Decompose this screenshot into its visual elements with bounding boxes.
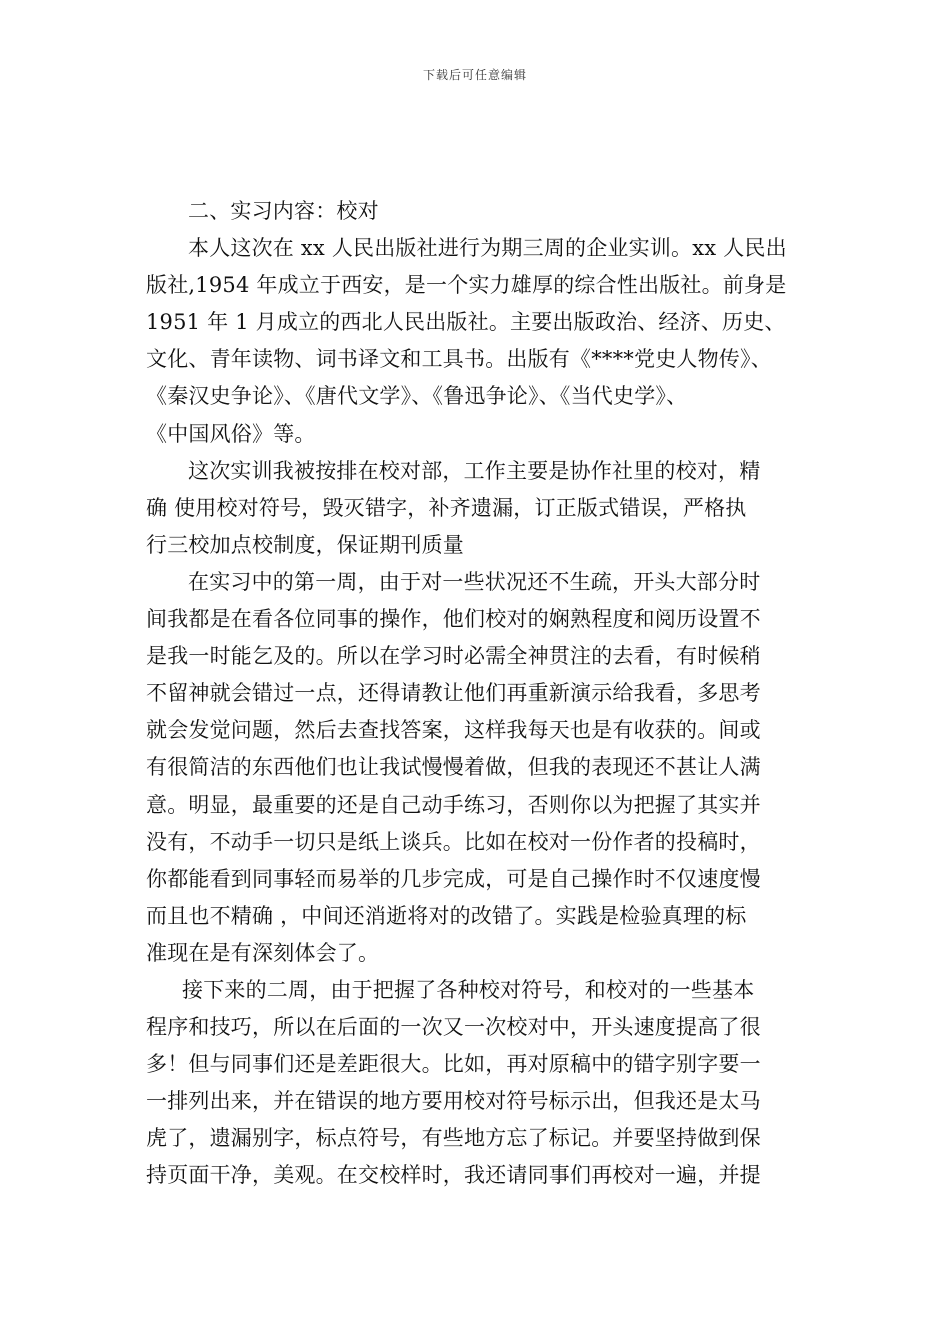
paragraph-line: 准现在是有深刻体会了。 — [146, 940, 380, 965]
paragraph-line: 间我都是在看各位同事的操作，他们校对的娴熟程度和阅历设置不 — [146, 607, 761, 632]
paragraph-line: 确 使用校对符号，毁灭错字，补齐遗漏，订正版式错误，严格执 — [146, 495, 747, 520]
paragraph-line: 《中国风俗》等。 — [146, 421, 316, 446]
paragraph-line: 你都能看到同事轻而易举的几步完成，可是自己操作时不仅速度慢 — [146, 866, 761, 891]
paragraph-line: 行三校加点校制度，保证期刊质量 — [146, 532, 464, 557]
paragraph-line: 接下来的二周，由于把握了各种校对符号，和校对的一些基本 — [182, 977, 755, 1002]
paragraph-line: 《秦汉史争论》、《唐代文学》、《鲁迅争论》、《当代史学》、 — [146, 384, 688, 409]
paragraph-line: 本人这次在 xx 人民出版社进行为期三周的企业实训。xx 人民出 — [188, 236, 787, 261]
paragraph-line: 没有，不动手一切只是纸上谈兵。比如在校对一份作者的投稿时， — [146, 829, 761, 854]
header-note: 下载后可任意编辑 — [422, 68, 527, 82]
paragraph-line: 版社,1954 年成立于西安，是一个实力雄厚的综合性出版社。前身是 — [146, 273, 787, 298]
paragraph-line: 有很简洁的东西他们也让我试慢慢着做，但我的表现还不甚让人满 — [146, 755, 761, 780]
paragraph-line: 不留神就会错过一点，还得请教让他们再重新演示给我看，多思考 — [146, 681, 761, 706]
body-text — [146, 193, 810, 1195]
paragraph-line: 持页面干净，美观。在交校样时，我还请同事们再校对一遍，并提 — [146, 1163, 761, 1188]
paragraph-line: 这次实训我被按排在校对部，工作主要是协作社里的校对，精 — [188, 458, 761, 483]
paragraph-line: 虎了，遗漏别字，标点符号，有些地方忘了标记。并要坚持做到保 — [146, 1126, 761, 1151]
paragraph-line: 在实习中的第一周，由于对一些状况还不生疏，开头大部分时 — [188, 569, 761, 594]
paragraph-line: 就会发觉问题，然后去查找答案，这样我每天也是有收获的。间或 — [146, 718, 761, 743]
paragraph-line: 一排列出来，并在错误的地方要用校对符号标示出，但我还是太马 — [146, 1089, 761, 1114]
paragraph-line: 文化、青年读物、词书译文和工具书。出版有《****党史人物传》、 — [146, 347, 772, 372]
paragraph-line: 1951 年 1 月成立的西北人民出版社。主要出版政治、经济、历史、 — [146, 310, 786, 335]
paragraph-line: 而且也不精确 ，中间还消逝将对的改错了。实践是检验真理的标 — [146, 903, 747, 928]
paragraph-line: 程序和技巧，所以在后面的一次又一次校对中，开头速度提高了很 — [146, 1015, 761, 1040]
paragraph-line: 是我一时能乞及的。所以在学习时必需全神贯注的去看，有时候稍 — [146, 644, 761, 669]
section-heading: 二、实习内容：校对 — [188, 199, 379, 223]
paragraph-line: 多！但与同事们还是差距很大。比如，再对原稿中的错字别字要一 — [146, 1052, 761, 1077]
paragraph-line: 意。明显，最重要的还是自己动手练习，否则你以为把握了其实并 — [146, 792, 761, 817]
